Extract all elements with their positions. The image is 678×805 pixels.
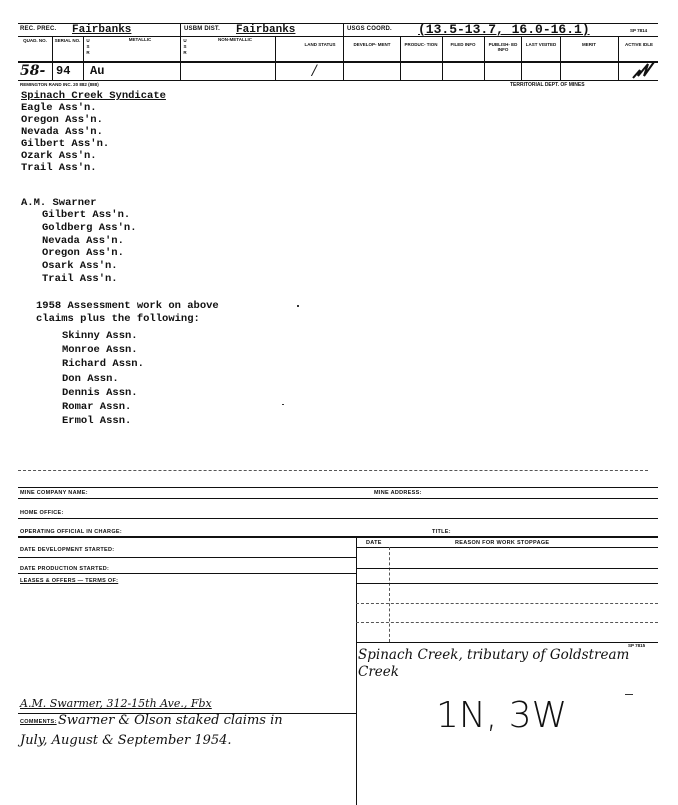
usgs-coord-value: (13.5-13.7, 16.0-16.1) <box>418 22 590 37</box>
owner-claims-block <box>42 209 137 286</box>
comments-label: COMMENTS: <box>20 719 57 725</box>
col-non-metallic: NON-METALLIC <box>218 37 252 42</box>
additional-claim: Monroe Assn. <box>62 344 138 357</box>
syndicate-claim: Nevada Ass'n. <box>21 126 103 138</box>
additional-claim: Don Assn. <box>62 372 119 385</box>
mine-address-label: MINE ADDRESS: <box>374 490 422 496</box>
production-started-label: DATE PRODUCTION STARTED: <box>20 566 110 572</box>
speck <box>625 694 633 695</box>
additional-claim: Dennis Assn. <box>62 386 138 399</box>
assessment-note <box>36 300 219 326</box>
owner-claim: Gilbert Ass'n. <box>42 209 131 221</box>
speck <box>297 305 299 307</box>
owner-claim: Goldberg Ass'n. <box>42 221 137 234</box>
col-quad-no: QUAD. NO. <box>23 38 47 43</box>
col-usr-non-metallic: U S R <box>183 38 187 55</box>
col-merit: MERIT <box>582 42 596 47</box>
syndicate-claim: Eagle Ass'n. <box>21 102 97 114</box>
col-published-info: PUBLISH- ED INFO <box>488 42 518 52</box>
development-started-label: DATE DEVELOPMENT STARTED: <box>20 547 115 553</box>
col-development: DEVELOP- MENT <box>353 42 391 47</box>
land-status-mark: / <box>312 63 317 79</box>
address-handwritten: A.M. Swarmer, 312-15th Ave., Fbx <box>20 697 212 710</box>
rec-prec-value: Fairbanks <box>72 24 132 36</box>
mine-company-name-label: MINE COMPANY NAME: <box>20 490 88 496</box>
additional-claim: Ermol Assn. <box>62 415 132 428</box>
form-code-top: SP 7814 <box>630 28 648 33</box>
quad-value: 58- <box>20 63 46 79</box>
comments-text-line2: July, August & September 1954. <box>20 733 232 748</box>
comments-text-line1: Swarner & Olson staked claims in <box>58 713 283 728</box>
assessment-line-2: claims plus the following: <box>36 313 200 325</box>
dept-note: TERRITORIAL DEPT. OF MINES <box>510 82 585 88</box>
serial-value: 94 <box>56 64 71 78</box>
operating-official-label: OPERATING OFFICIAL IN CHARGE: <box>20 529 122 535</box>
owner-claim: Oregon Ass'n. <box>42 247 124 260</box>
col-land-status: LAND STATUS <box>304 42 336 47</box>
township-range: 1N, 3W <box>436 695 568 736</box>
additional-claim: Richard Assn. <box>62 358 144 371</box>
syndicate-block <box>21 90 166 174</box>
owner-name: A.M. Swarner <box>21 197 97 209</box>
additional-claim: Skinny Assn. <box>62 330 138 342</box>
syndicate-claim: Trail Ass'n. <box>21 162 97 174</box>
syndicate-claim: Gilbert Ass'n. <box>21 138 110 150</box>
form-code-bottom: SP 7815 <box>628 643 646 648</box>
date-col-label: DATE <box>366 540 382 546</box>
owner-claim: Osark Ass'n. <box>42 260 118 273</box>
metallic-value: Au <box>90 64 105 78</box>
assessment-line-1: 1958 Assessment work on above <box>36 300 219 312</box>
additional-claim: Romar Assn. <box>62 401 132 414</box>
col-filed-info: FILED INFO <box>450 42 476 47</box>
owner-claim: Nevada Ass'n. <box>42 234 124 247</box>
col-active-idle: ACTIVE IDLE <box>624 42 653 47</box>
owner-claim: Trail Ass'n. <box>42 272 118 285</box>
usbm-dist-label: USBM DIST. <box>184 26 221 32</box>
rec-prec-label: REC. PREC. <box>20 26 57 32</box>
speck <box>282 404 284 405</box>
title-label: TITLE: <box>432 529 451 535</box>
usgs-coord-label: USGS COORD. <box>347 26 392 32</box>
col-production: PRODUC- TION <box>404 42 438 47</box>
active-check-mark <box>630 58 658 82</box>
additional-claims-block <box>62 329 144 428</box>
col-last-visited: LAST VISITED <box>525 42 557 47</box>
syndicate-title: Spinach Creek Syndicate <box>21 90 166 102</box>
printer-note: REMINGTON RAND INC. 20 882 (888) <box>20 82 99 87</box>
col-metallic: METALLIC <box>128 37 152 42</box>
col-serial-no: SERIAL NO. <box>54 38 81 43</box>
location-note: Spinach Creek, tributary of Goldstream Creek <box>358 647 630 680</box>
reason-col-label: REASON FOR WORK STOPPAGE <box>455 540 550 546</box>
leases-label: LEASES & OFFERS — TERMS OF: <box>20 578 119 584</box>
syndicate-claim: Oregon Ass'n. <box>21 114 103 126</box>
usbm-dist-value: Fairbanks <box>236 24 296 36</box>
col-usr-metallic: U S R <box>86 38 90 55</box>
home-office-label: HOME OFFICE: <box>20 510 64 516</box>
syndicate-claim: Ozark Ass'n. <box>21 150 97 162</box>
